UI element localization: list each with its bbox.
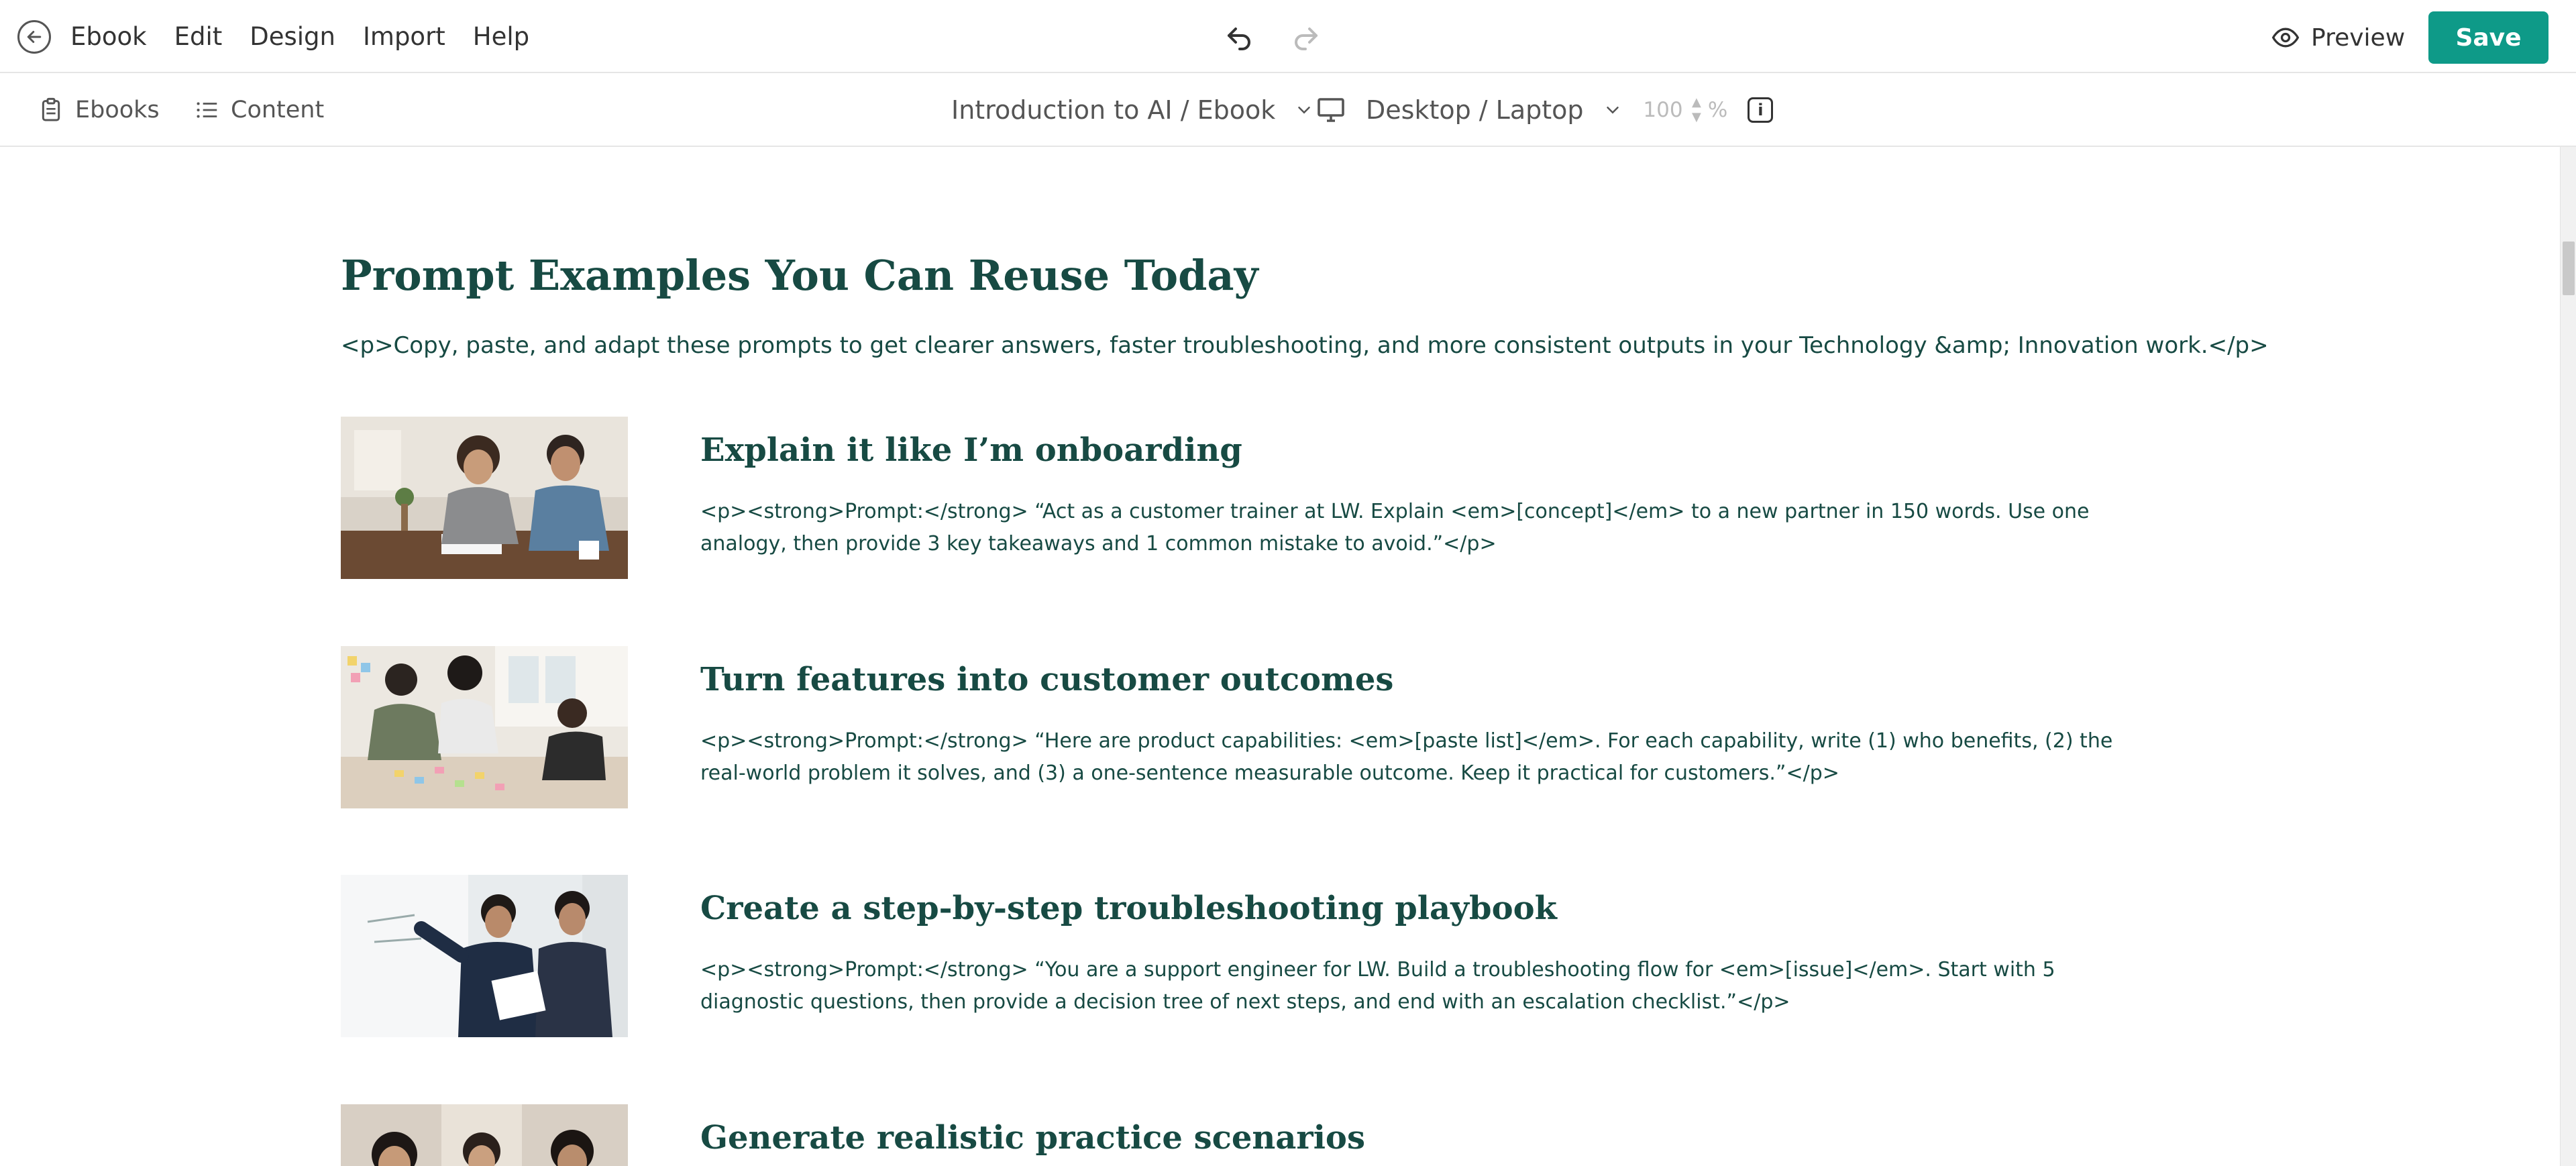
chevron-down-icon <box>1294 100 1314 120</box>
ebooks-label: Ebooks <box>75 97 160 123</box>
eye-icon <box>2271 23 2300 52</box>
chevron-down-icon <box>1603 100 1623 120</box>
zoom-control <box>1641 73 1773 147</box>
prompt-item-title: Turn features into customer outcomes <box>700 661 1394 698</box>
practice-scenario-photo <box>341 1104 628 1166</box>
prompt-item-body: <p><strong>Prompt:</strong> “You are a support engineer for LW. Build a troubleshooting flow for <em>[issue]</em>. Start with 5 diagnostic questions, then provide a decision tree of next steps, and end with an escalation checklist.”</p> <box>700 958 2055 1014</box>
vertical-scrollbar[interactable] <box>2560 147 2576 1166</box>
team-workshop-photo <box>341 646 628 808</box>
menu-edit[interactable]: Edit <box>174 22 223 51</box>
history-controls <box>1221 18 1324 56</box>
content-label: Content <box>231 97 325 123</box>
editor-toolbar <box>0 73 2576 147</box>
menu-design[interactable]: Design <box>250 22 335 51</box>
content-tab[interactable] <box>195 73 324 147</box>
redo-icon[interactable] <box>1287 18 1324 56</box>
prompt-item-title: Create a step-by-step troubleshooting playbook <box>700 890 1557 927</box>
page-title: Prompt Examples You Can Reuse Today <box>341 251 1258 300</box>
preview-button[interactable] <box>2271 19 2405 56</box>
prompt-item-body: <p><strong>Prompt:</strong> “Here are product capabilities: <em>[paste list]</em>. For each capability, write (1) who benefits, (2) the real-world problem it solves, and (3) a one-sentence measurable outcome. Keep it practical for customers.”</p> <box>700 729 2113 785</box>
scrollbar-thumb[interactable] <box>2563 242 2575 295</box>
page-intro: <p>Copy, paste, and adapt these prompts to get clearer answers, faster troubleshooting, and more consistent outputs in your Technology &amp; Innovation work.</p> <box>341 332 2269 359</box>
zoom-stepper[interactable] <box>1692 97 1701 123</box>
prompt-item-title: Generate realistic practice scenarios <box>700 1119 1365 1157</box>
preview-label: Preview <box>2311 23 2406 52</box>
save-button[interactable]: Save <box>2428 11 2548 64</box>
ebook-canvas <box>0 147 2560 1166</box>
menu-help[interactable]: Help <box>472 22 530 51</box>
device-select-value: Desktop / Laptop <box>1366 95 1584 125</box>
top-menu-bar <box>0 0 2576 73</box>
stepper-up-icon[interactable]: ▲ <box>1692 95 1701 109</box>
office-photo-1 <box>341 417 628 579</box>
zoom-input[interactable]: 100 <box>1643 98 1683 122</box>
prompt-item-title: Explain it like I’m onboarding <box>700 431 1242 469</box>
main-menu <box>70 0 529 73</box>
stepper-down-icon[interactable]: ▼ <box>1692 110 1701 124</box>
ebook-select[interactable] <box>951 73 1314 147</box>
device-select[interactable] <box>1315 73 1623 147</box>
menu-ebook[interactable]: Ebook <box>70 22 147 51</box>
zoom-unit: % <box>1707 98 1728 122</box>
ebook-select-value: Introduction to AI / Ebook <box>951 95 1276 125</box>
prompt-item-body: <p><strong>Prompt:</strong> “Act as a customer trainer at LW. Explain <em>[concept]</em> to a new partner in 150 words. Use one analogy, then provide 3 key takeaways and 1 common mistake to avoid.”</p> <box>700 500 2090 555</box>
menu-import[interactable]: Import <box>362 22 445 51</box>
whiteboard-photo <box>341 875 628 1037</box>
info-icon[interactable]: i <box>1748 97 1773 123</box>
ebooks-tab[interactable] <box>38 73 160 147</box>
clipboard-icon <box>38 97 64 123</box>
list-icon <box>195 97 220 123</box>
monitor-icon <box>1315 94 1347 126</box>
back-arrow-icon[interactable] <box>17 20 51 54</box>
undo-icon[interactable] <box>1221 18 1258 56</box>
